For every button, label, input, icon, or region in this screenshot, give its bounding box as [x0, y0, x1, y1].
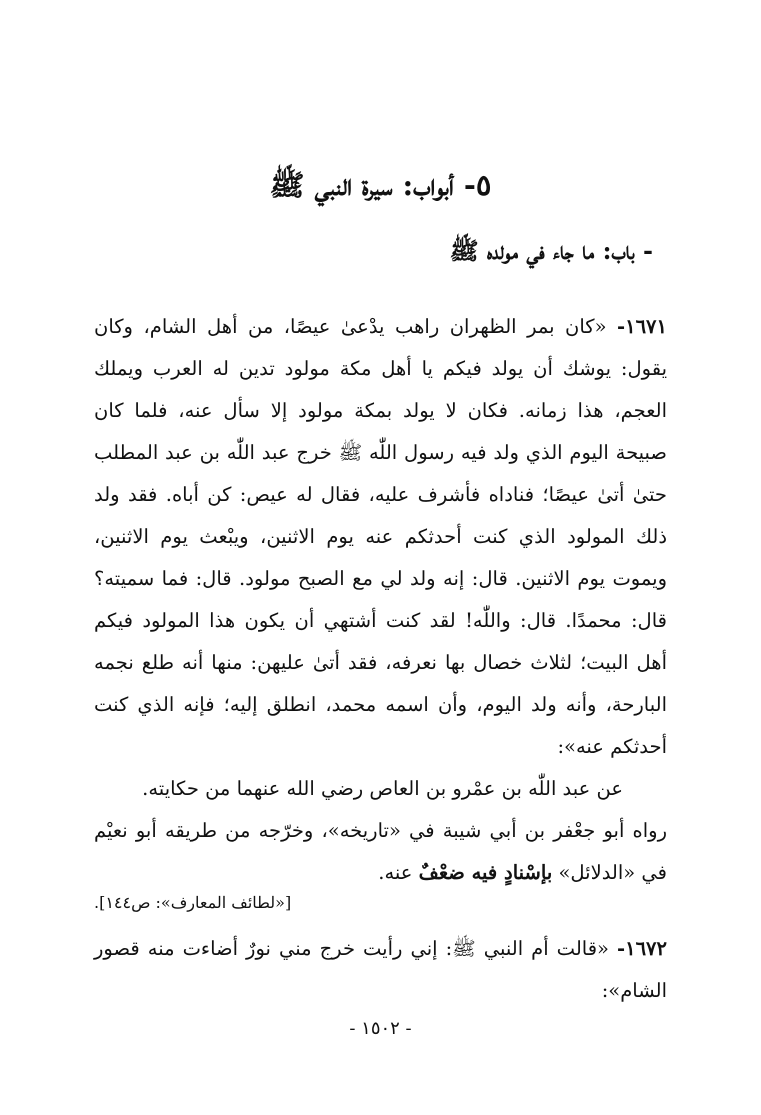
hadith-number: ١٦٧٢-: [617, 937, 667, 960]
hadith-number: ١٦٧١-: [617, 315, 667, 338]
takhrij-grading: بإسْنادٍ فيه ضعْفٌ: [418, 861, 553, 884]
takhrij-end: عنه.: [378, 861, 419, 884]
hadith-takhrij: [94, 810, 667, 894]
source-reference: [«لطائف المعارف»: ص١٤٤].: [94, 893, 292, 912]
section-title: - باب: ما جاء في مولده ﷺ: [449, 236, 653, 265]
hadith-text: «قالت أم النبي ﷺ: إني رأيت خرج مني نورٌ أضاءت منه قصور الشام»:: [94, 937, 667, 1002]
page-content: [94, 306, 667, 1012]
page-number: - ١٥٠٢ -: [349, 1018, 412, 1039]
takhrij-start: رواه أبو جعْفر بن أبي شيبة في «تاريخه»، وخرّجه من طريقه أبو نعيْم في «الدلائل»: [94, 819, 667, 884]
chapter-title: ٥- أبواب: سيرة النبي ﷺ: [269, 168, 492, 202]
hadith-1672-paragraph: [94, 928, 667, 1012]
hadith-text: «كان بمر الظهران راهب يدْعىٰ عيصًا، من أهل الشام، وكان يقول: يوشك أن يولد فيكم يا أهل مكة مولود تدين له العرب ويملك العجم، هذا زمانه. فكان لا يولد بمكة مولود إلا سأل عنه، فلما كان صبيحة اليوم الذي ولد فيه رسول اللّٰه ﷺ خرج عبد اللّٰه بن عبد المطلب حتىٰ أتىٰ عيصًا؛ فناداه فأشرف عليه، فقال له عيص: كن أباه. فقد ولد ذلك المولود الذي كنت أحدثكم عنه يوم الاثنين، ويبْعث يوم الاثنين، ويموت يوم الاثنين. قال: إنه ولد لي مع الصبح مولود. قال: فما سميته؟ قال: محمدًا. قال: واللّٰه! لقد كنت أشتهي أن يكون هذا المولود فيكم أهل البيت؛ لثلاث خصال بها نعرفه، فقد أتىٰ عليهن: منها أنه طلع نجمه البارحة، وأنه ولد اليوم، وأن اسمه محمد، انطلق إليه؛ فإنه الذي كنت أحدثكم عنه»:: [94, 315, 667, 758]
hadith-narrator: عن عبد اللّٰه بن عمْرو بن العاص رضي الله عنهما من حكايته.: [142, 777, 623, 800]
hadith-1671-paragraph: [94, 306, 667, 768]
